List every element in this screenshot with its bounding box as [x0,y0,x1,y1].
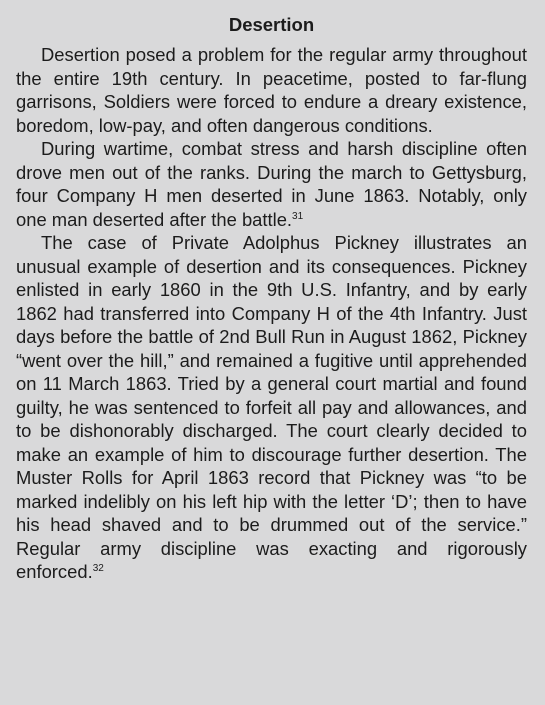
footnote-ref-32: 32 [92,562,104,574]
paragraph-text: The case of Private Adolphus Pickney illustrates an unusual example of desertion and its consequences. Pickney enlisted in early 1860 in the 9th U.S. Infantry, and by early 1862 had transferred into Company H of the 4th Infantry. Just days before the battle of 2nd Bull Run in August 1862, Pickney “went over the hill,” and remained a fugitive until apprehended on 11 March 1863. Tried by a general court martial and found guilty, he was sentenced to forfeit all pay and allowances, and to be dishonorably discharged. The court clearly decided to make an example of him to discourage further desertion. The Muster Rolls for April 1863 record that Pickney was “to be marked indelibly on his left hip with the letter ‘D’; then to have his head shaved and to be drummed out of the service.” Regular army discipline was exacting and rigorously enforced. [16,232,527,582]
paragraph-wartime [16,137,527,231]
paragraph-pickney-case [16,231,527,584]
footnote-ref-31: 31 [292,210,304,222]
sidebar-title: Desertion [228,14,315,35]
paragraph-text: Desertion posed a problem for the regular army throughout the entire 19th century. In peacetime, posted to far-flung garrisons, Soldiers were forced to endure a dreary existence, boredom, low-pay, and often dangerous conditions. [16,44,527,136]
paragraph-peacetime [16,43,527,137]
paragraph-text: During wartime, combat stress and harsh discipline often drove men out of the ranks. During the march to Gettysburg, four Company H men deserted in June 1863. Notably, only one man deserted after the battle. [16,138,527,230]
